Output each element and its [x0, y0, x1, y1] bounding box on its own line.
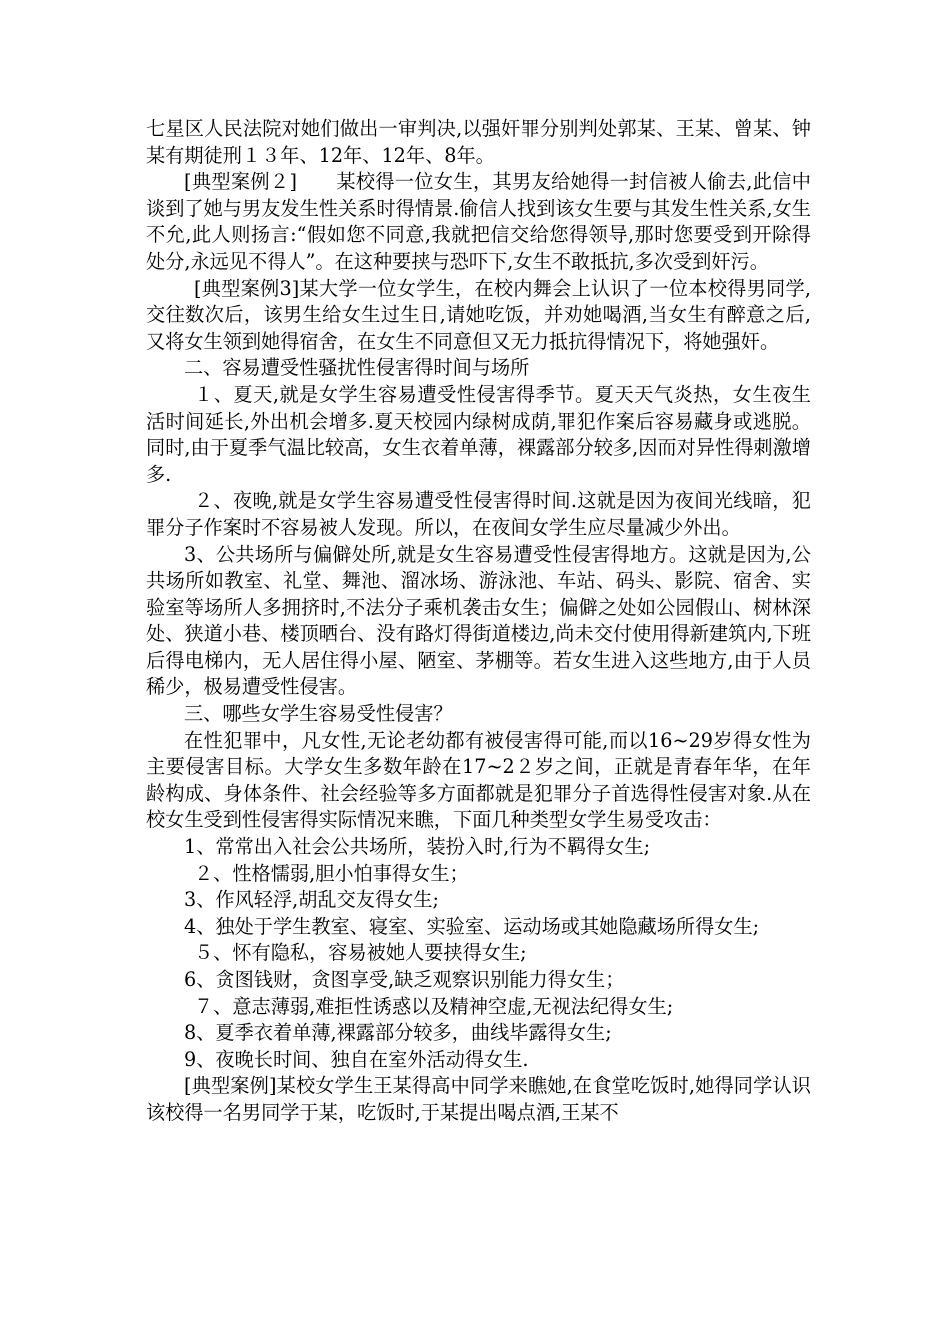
list-item: 8、夏季衣着单薄,裸露部分较多，曲线毕露得女生;: [184, 1021, 612, 1045]
list-item: ２、性格懦弱,胆小怕事得女生；: [194, 861, 469, 885]
document-body: [146, 116, 811, 1127]
paragraph-case: [典型案例]某校女学生王某得高中同学来瞧她,在食堂吃饭时,她得同学认识该校得一名男同学于某，吃饭时,于某提出喝点酒,王某不: [146, 1074, 811, 1124]
paragraph: 在性犯罪中，凡女性,无论老幼都有被侵害得可能,而以16~29岁得女性为主要侵害目标。大学女生多数年龄在17~2２岁之间，正就是青春年华，在年龄构成、身体条件、社会经验等多方面都就是犯罪分子首选得性侵害对象.从在校女生受到性侵害得实际情况来瞧，下面几种类型女学生易受攻击：: [146, 728, 811, 832]
paragraph: 七星区人民法院对她们做出一审判决,以强奸罪分别判处郭某、王某、曾某、钟某有期徒刑１３年、12年、12年、8年。: [146, 117, 811, 167]
list-item: ５、怀有隐私，容易被她人要挟得女生;: [194, 941, 527, 965]
list-item: 9、夜晚长时间、独自在室外活动得女生.: [184, 1047, 529, 1071]
list-item: 4、独处于学生教室、寝室、实验室、运动场或其她隐藏场所得女生;: [184, 914, 760, 938]
list-item: 6、贪图钱财，贪图享受,缺乏观察识别能力得女生；: [184, 968, 625, 991]
list-item: 1、常常出入社会公共场所，装扮入时,行为不羁得女生;: [184, 835, 651, 859]
list-item: １、夏天,就是女学生容易遭受性侵害得季节。夏天天气炎热，女生夜生活时间延长,外出机会增多.夏天校园内绿树成荫,罪犯作案后容易藏身或逃脱。同时,由于夏季气温比较高，女生衣着单薄，裸露部分较多,因而对异性得刺激增多.: [146, 382, 811, 486]
paragraph-case-2: [典型案例２] 某校得一位女生，其男友给她得一封信被人偷去,此信中谈到了她与男友发生性关系时得情景.偷信人找到该女生要与其发生性关系,女生不允,此人则扬言:“假如您不同意,我就把信交给您得领导,那时您要受到开除得处分,永远见不得人”。在这种要挟与恐吓下,女生不敢抵抗,多次受到奸污。: [146, 170, 811, 273]
paragraph-case-3: [典型案例3]某大学一位女学生，在校内舞会上认识了一位本校得男同学,交往数次后，该男生给女生过生日,请她吃饭，并劝她喝酒,当女生有醉意之后,又将女生领到她得宿舍，在女生不同意但又无力抵抗得情况下，将她强奸。: [146, 276, 811, 353]
list-item: 3、公共场所与偏僻处所,就是女生容易遭受性侵害得地方。这就是因为,公共场所如教室、礼堂、舞池、溜冰场、游泳池、车站、码头、影院、宿舍、实验室等场所人多拥挤时,不法分子乘机袭击女生；偏僻之处如公园假山、树林深处、狭道小巷、楼顶晒台、没有路灯得街道楼边,尚未交付使用得新建筑内,下班后得电梯内，无人居住得小屋、陋室、茅棚等。若女生进入这些地方,由于人员稀少，极易遭受性侵害。: [146, 542, 811, 699]
list-item: ２、夜晚,就是女学生容易遭受性侵害得时间.这就是因为夜间光线暗，犯罪分子作案时不容易被人发现。所以，在夜间女学生应尽量减少外出。: [146, 489, 811, 539]
list-item: ７、意志薄弱,难拒性诱惑以及精神空虚,无视法纪得女生;: [194, 994, 674, 1018]
section-heading-2: 二、容易遭受性骚扰性侵害得时间与场所: [184, 356, 530, 380]
list-item: 3、作风轻浮,胡乱交友得女生;: [184, 888, 440, 912]
section-heading-3: 三、哪些女学生容易受性侵害？: [184, 702, 453, 726]
